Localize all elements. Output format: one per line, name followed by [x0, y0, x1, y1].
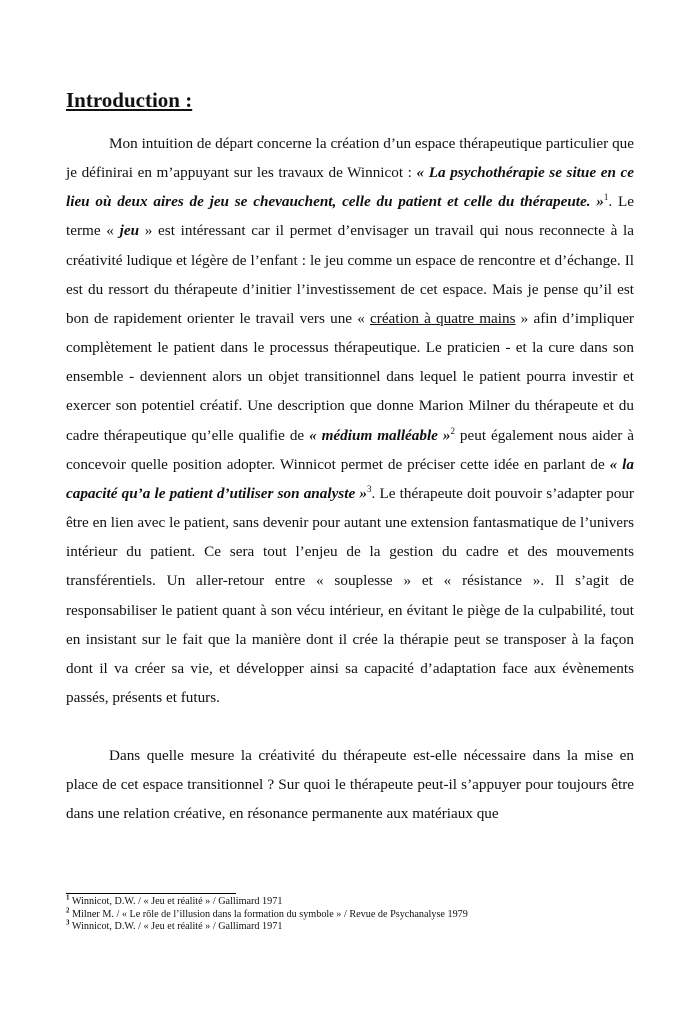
p1-text-4: » afin d’impliquer complètement le patient dans le processus thérapeutique. Le praticien - et la cure dans son ensemble - deviennent alors un objet transitionnel dans lequel le patient pourra investir et exercer son potentiel créatif. Une description que donne Marion Milner du thérapeute et du cadre thérapeutique qu’elle qualifie de: [66, 309, 634, 444]
footnote-ref-3: 3: [366, 483, 372, 494]
footnote-separator: [66, 893, 236, 894]
footnote-text: Winnicot, D.W. / « Jeu et réalité » / Gallimard 1971: [71, 921, 283, 933]
quote-medium-malleable: « médium malléable »: [309, 426, 451, 444]
term-jeu: jeu: [119, 222, 140, 240]
footnote-number: 3: [66, 918, 70, 927]
footnotes: [66, 893, 646, 934]
quote-winnicot-psychotherapie: « La psychothérapie se situe en ce lieu où deux aires de jeu se chevauchent, celle du patient et celle du thérapeute. »: [66, 164, 634, 211]
p1-text-6: . Le thérapeute doit pouvoir s’adapter pour être en lien avec le patient, sans devenir pour autant une extension fantasmatique de l’univers intérieur du patient. Ce sera tout l’enjeu de la gestion du cadre et des mouvements transférentiels. Un aller-retour entre « souplesse » et « résistance ». Il s’agit de responsabiliser le patient quant à son vécu intérieur, en évitant le piège de la culpabilité, tout en insistant sur le fait que la manière dont il crée la thérapie peut se transposer à la façon dont il va créer sa vie, et développer ainsi sa capacité d’adaptation face aux évènements passés, présents et futurs.: [66, 484, 634, 706]
footnote-number: 1: [66, 893, 70, 902]
p1-text-5: peut également nous aider à concevoir quelle position adopter. Winnicot permet de préciser cette idée en parlant de: [66, 426, 634, 473]
footnote-text: Milner M. / « Le rôle de l’illusion dans la formation du symbole » / Revue de Psychanalyse 1979: [72, 908, 468, 920]
footnote-ref-2: 2: [450, 425, 455, 436]
footnote-1: [66, 893, 646, 909]
footnote-3: [66, 918, 646, 934]
quote-capacite-patient: « la capacité qu’a le patient d’utiliser son analyste »: [66, 455, 634, 502]
p1-text-3: » est intéressant car il permet d’envisager un travail qui nous reconnecte à la créativité ludique et légère de l’enfant : le jeu comme un espace de rencontre et d’échange. Il est du ressort du thérapeute d’initier l’investissement de cet espace. Mais je pense qu’il est bon de rapidement orienter le travail vers une «: [66, 222, 634, 327]
footnote-text: Winnicot, D.W. / « Jeu et réalité » / Gallimard 1971: [71, 896, 283, 907]
p1-text-1: Mon intuition de départ concerne la création d’un espace thérapeutique particulier que je définirai en m’appuyant sur les travaux de Winnicot :: [66, 135, 634, 182]
term-creation-a-quatre-mains: création à quatre mains: [370, 309, 516, 327]
footnote-ref-1: 1: [603, 192, 609, 203]
section-heading: Introduction :: [66, 88, 193, 112]
footnote-number: 2: [66, 906, 70, 915]
body-text: [66, 129, 634, 829]
paragraph-question: Dans quelle mesure la créativité du thérapeute est-elle nécessaire dans la mise en place de cet espace transitionnel ? Sur quoi le thérapeute peut-il s’appuyer pour toujours être dans une relation créative, en résonance permanente aux matériaux que: [66, 747, 634, 823]
p1-text-2: . Le terme «: [66, 193, 634, 240]
paragraph-intro: [66, 129, 634, 712]
footnote-2: [66, 906, 646, 922]
